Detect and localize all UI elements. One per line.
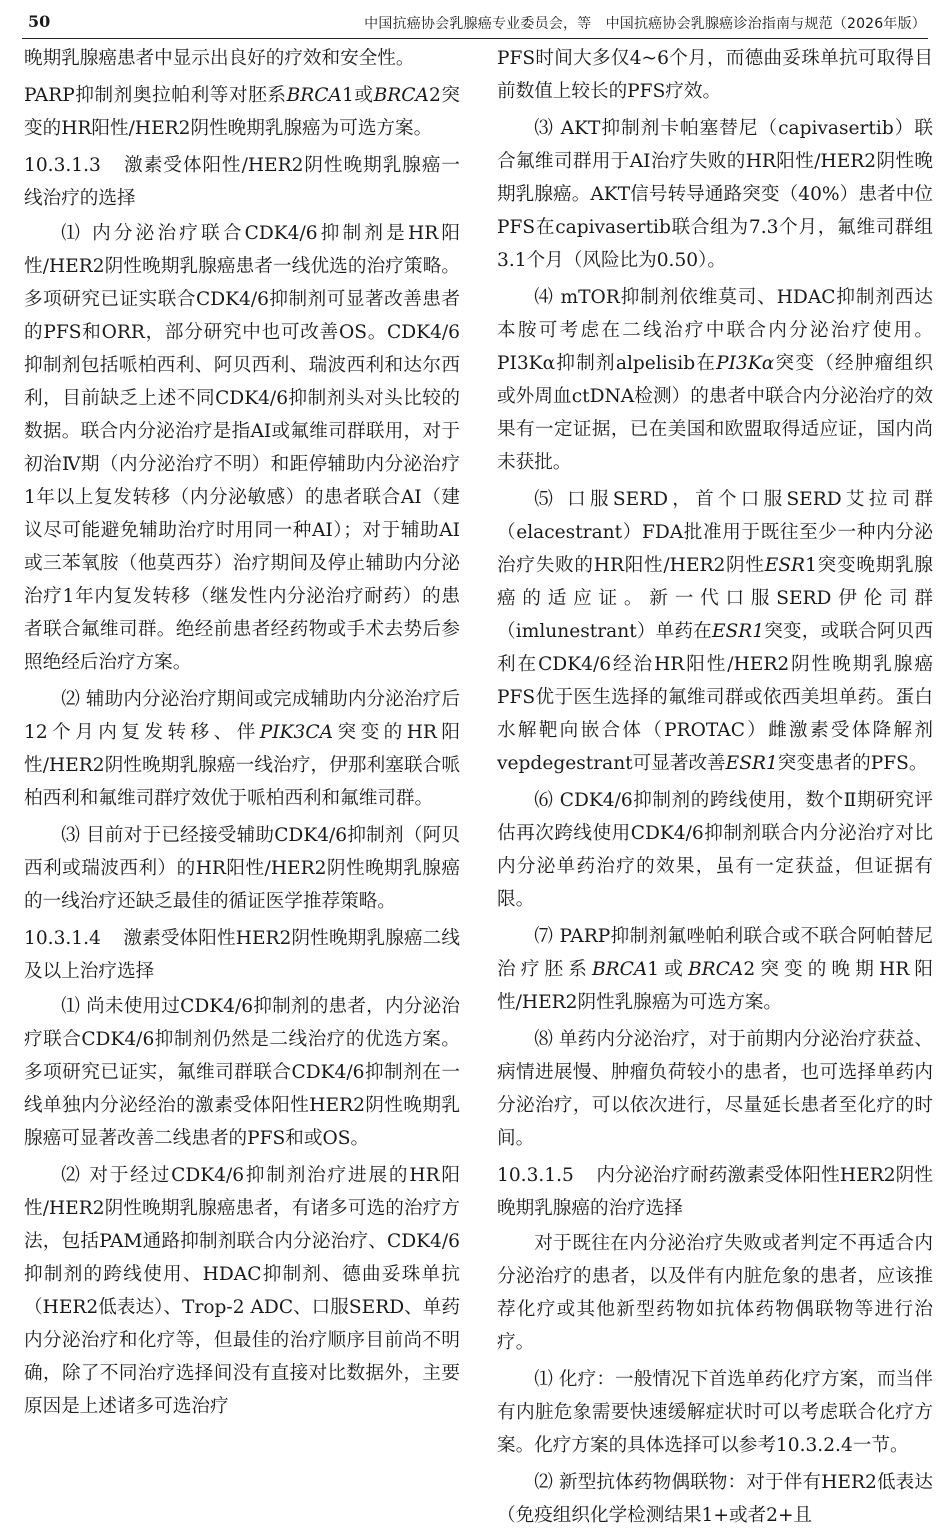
page-number: 50 — [28, 12, 51, 31]
paragraph: ⑶ AKT抑制剂卡帕塞替尼（capivasertib）联合氟维司群用于AI治疗失败的HR阳性/HER2阴性晚期乳腺癌。AKT信号转导通路突变（40%）患者中位PFS在capivasertib联合组为7.3个月，氟维司群组3.1个月（风险比为0.50）。 — [497, 118, 933, 271]
paragraph: ⑴ 尚未使用过CDK4/6抑制剂的患者，内分泌治疗联合CDK4/6抑制剂仍然是二线治疗的优选方案。多项研究已证实，氟维司群联合CDK4/6抑制剂在一线单独内分泌经治的激素受体阳性HER2阴性晚期乳腺癌可显著改善二线患者的PFS和或OS。 — [24, 996, 460, 1149]
running-head: 中国抗癌协会乳腺癌专业委员会，等 中国抗癌协会乳腺癌诊治指南与规范（2026年版） — [364, 16, 926, 32]
paragraph-parp: PARP抑制剂奥拉帕利等对胚系BRCA1或BRCA2突变的HR阳性/HER2阴性晚期乳腺癌为可选方案。 — [24, 85, 460, 139]
paragraph: ⑴ 化疗：一般情况下首选单药化疗方案，而当伴有内脏危象需要快速缓解症状时可以考虑联合化疗方案。化疗方案的具体选择可以参考10.3.2.4一节。 — [497, 1369, 933, 1456]
paragraph: ⑷ mTOR抑制剂依维莫司、HDAC抑制剂西达本胺可考虑在二线治疗中联合内分泌治疗使用。PI3Kα抑制剂alpelisib在PI3Kα突变（经肿瘤组织或外周血ctDNA检测）的患者中联合内分泌治疗的效果有一定证据，已在美国和欧盟取得适应证，国内尚未获批。 — [497, 287, 933, 473]
paragraph: ⑵ 对于经过CDK4/6抑制剂治疗进展的HR阳性/HER2阴性晚期乳腺癌患者，有诸多可选的治疗方法，包括PAM通路抑制剂联合内分泌治疗、CDK4/6抑制剂的跨线使用、HDAC抑制剂、德曲妥珠单抗（HER2低表达）、Trop-2 ADC、口服SERD、单药内分泌治疗和化疗等，但最佳的治疗顺序目前尚不明确，除了不同治疗选择间没有直接对比数据外，主要原因是上述诸多可选治疗 — [24, 1165, 460, 1417]
left-column — [24, 42, 460, 1427]
section-heading-10-3-1-4: 10.3.1.4 激素受体阳性HER2阴性晚期乳腺癌二线及以上治疗选择 — [24, 928, 460, 982]
paragraph: ⑶ 目前对于已经接受辅助CDK4/6抑制剂（阿贝西利或瑞波西利）的HR阳性/HER2阴性晚期乳腺癌的一线治疗还缺乏最佳的循证医学推荐策略。 — [24, 825, 460, 912]
paragraph-continuation: 晚期乳腺癌患者中显示出良好的疗效和安全性。 — [24, 48, 415, 69]
paragraph: ⑸ 口服SERD，首个口服SERD艾拉司群（elacestrant）FDA批准用于既往至少一种内分泌治疗失败的HR阳性/HER2阴性ESR1突变晚期乳腺癌的适应证。新一代口服SERD伊伦司群（imlunestrant）单药在ESR1突变，或联合阿贝西利在CDK4/6经治HR阳性/HER2阴性晚期乳腺癌PFS优于医生选择的氟维司群或依西美坦单药。蛋白水解靶向嵌合体（PROTAC）雌激素受体降解剂vepdegestrant可显著改善ESR1突变患者的PFS。 — [497, 489, 933, 774]
paragraph: ⑹ CDK4/6抑制剂的跨线使用，数个Ⅱ期研究评估再次跨线使用CDK4/6抑制剂联合内分泌治疗对比内分泌单药治疗的效果，虽有一定获益，但证据有限。 — [497, 790, 933, 910]
paragraph-continuation: PFS时间大多仅4~6个月，而德曲妥珠单抗可取得目前数值上较长的PFS疗效。 — [497, 48, 933, 102]
section-heading-10-3-1-3: 10.3.1.3 激素受体阳性/HER2阴性晚期乳腺癌一线治疗的选择 — [24, 155, 460, 209]
paragraph: 对于既往在内分泌治疗失败或者判定不再适合内分泌治疗的患者，以及伴有内脏危象的患者，应该推荐化疗或其他新型药物如抗体药物偶联物等进行治疗。 — [497, 1233, 933, 1353]
paragraph: ⑻ 单药内分泌治疗，对于前期内分泌治疗获益、病情进展慢、肿瘤负荷较小的患者，也可选择单药内分泌治疗，可以依次进行，尽量延长患者至化疗的时间。 — [497, 1029, 933, 1149]
section-heading-10-3-1-5: 10.3.1.5 内分泌治疗耐药激素受体阳性HER2阴性晚期乳腺癌的治疗选择 — [497, 1165, 933, 1219]
right-column — [497, 42, 933, 1536]
paragraph: ⑵ 新型抗体药物偶联物：对于伴有HER2低表达（免疫组织化学检测结果1+或者2+且 — [497, 1472, 933, 1526]
paragraph: ⑵ 辅助内分泌治疗期间或完成辅助内分泌治疗后12个月内复发转移、伴PIK3CA突变的HR阳性/HER2阴性晚期乳腺癌一线治疗，伊那利塞联合哌柏西利和氟维司群疗效优于哌柏西利和氟维司群。 — [24, 689, 460, 809]
paragraph: ⑺ PARP抑制剂氟唑帕利联合或不联合阿帕替尼治疗胚系BRCA1或BRCA2突变的晚期HR阳性/HER2阴性乳腺癌为可选方案。 — [497, 926, 933, 1013]
page-header — [22, 8, 928, 39]
paragraph: ⑴ 内分泌治疗联合CDK4/6抑制剂是HR阳性/HER2阴性晚期乳腺癌患者一线优选的治疗策略。多项研究已证实联合CDK4/6抑制剂可显著改善患者的PFS和ORR，部分研究中也可改善OS。CDK4/6抑制剂包括哌柏西利、阿贝西利、瑞波西利和达尔西利，目前缺乏上述不同CDK4/6抑制剂头对头比较的数据。联合内分泌治疗是指AI或氟维司群联用，对于初治Ⅳ期（内分泌治疗不明）和距停辅助内分泌治疗1年以上复发转移（内分泌敏感）的患者联合AI（建议尽可能避免辅助治疗时用同一种AI）；对于辅助AI或三苯氧胺（他莫西芬）治疗期间及停止辅助内分泌治疗1年内复发转移（继发性内分泌治疗耐药）的患者联合氟维司群。绝经前患者经药物或手术去势后参照绝经后治疗方案。 — [24, 223, 460, 673]
